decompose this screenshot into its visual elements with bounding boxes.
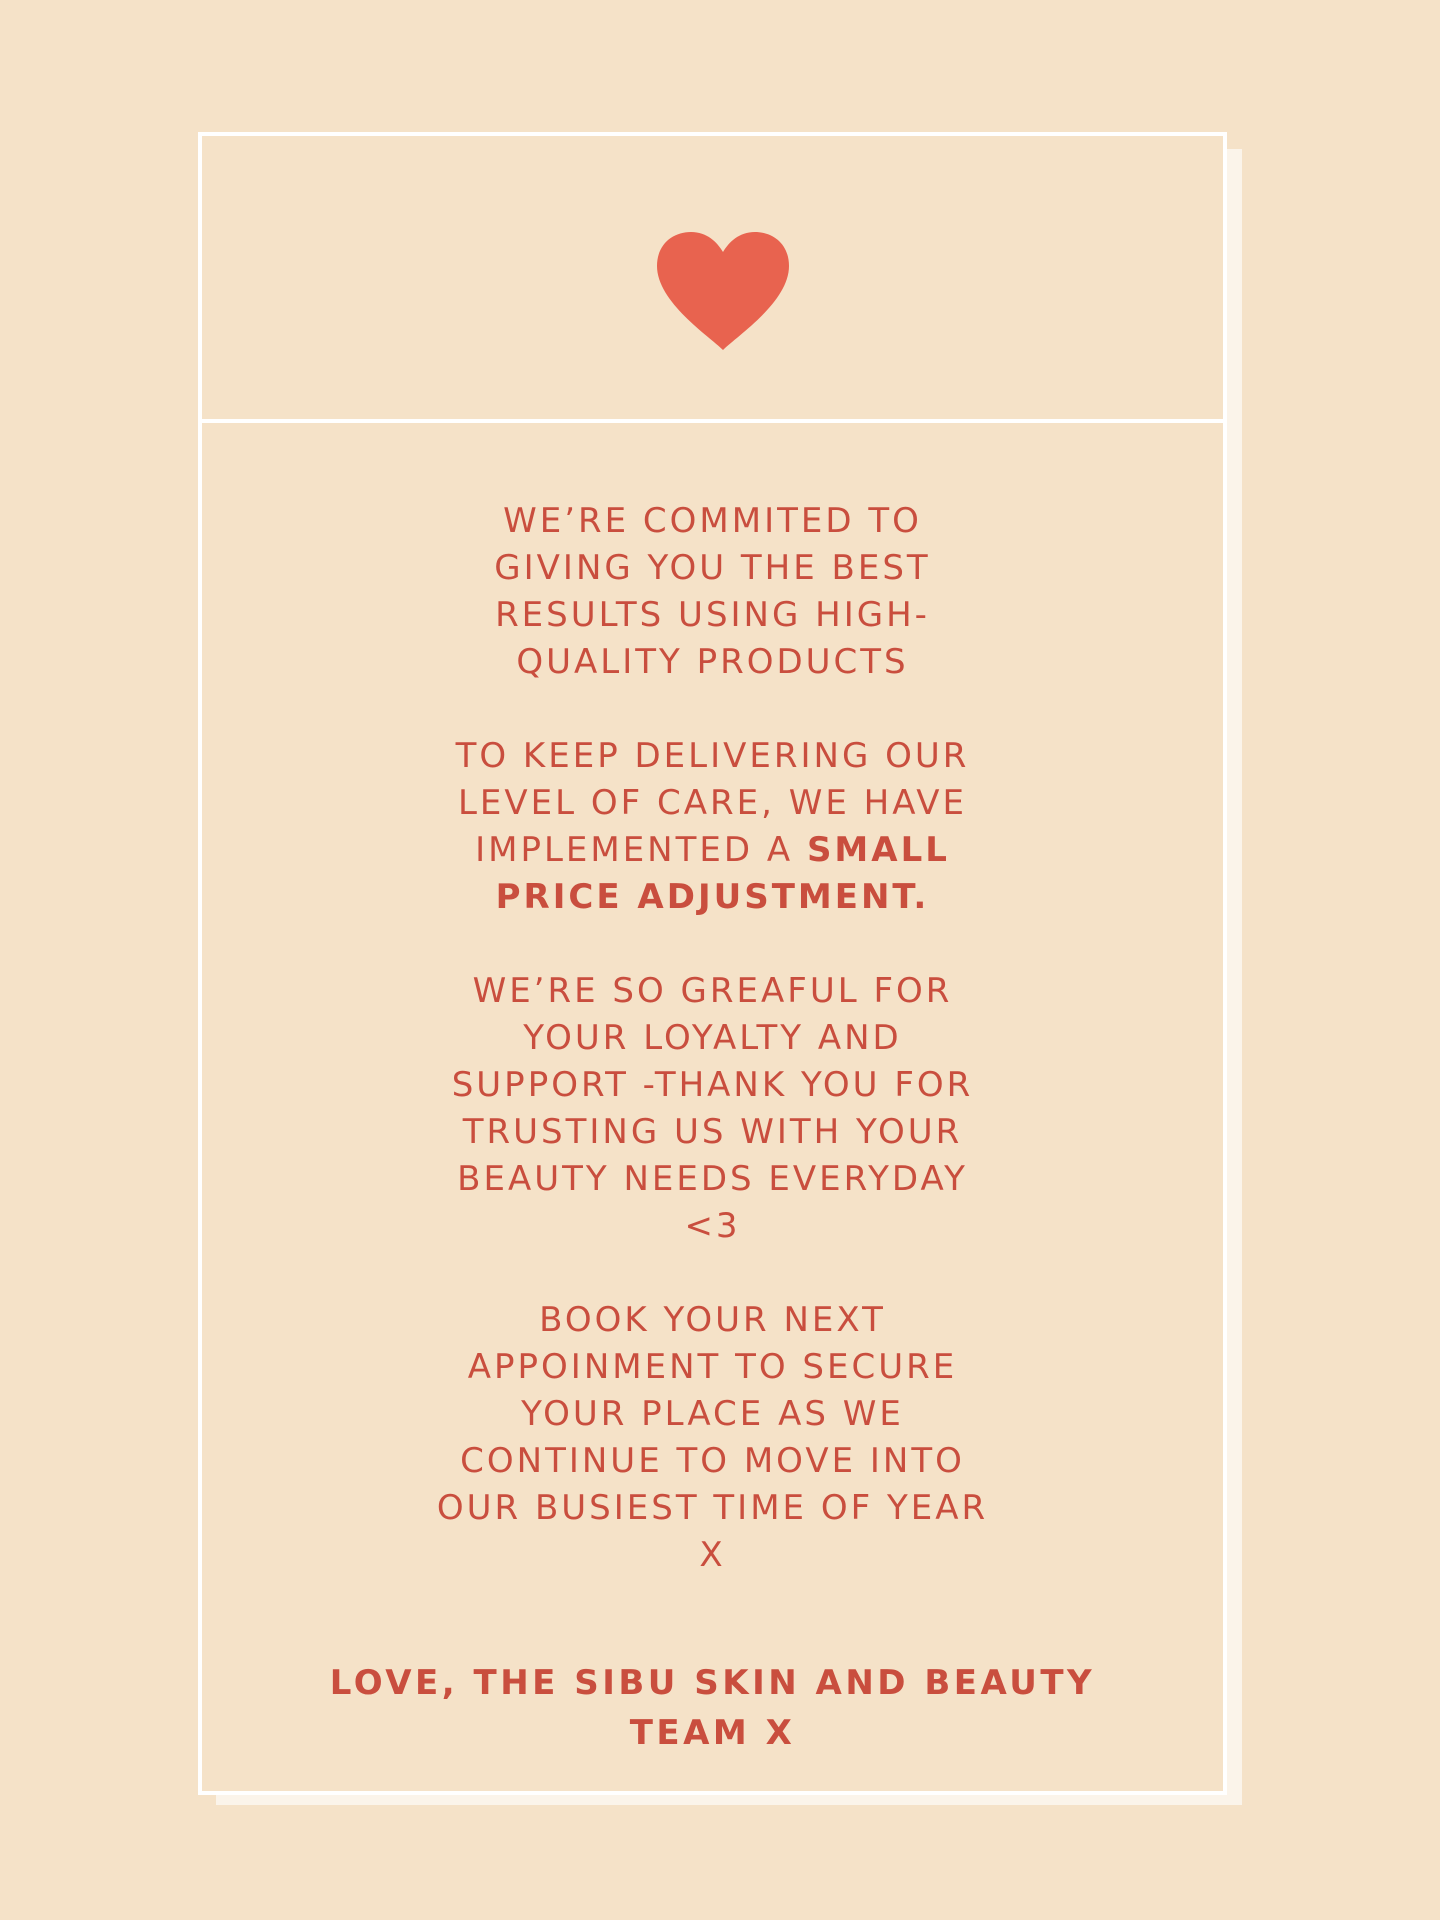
text-fragment: IMPLEMENTED A [475, 830, 807, 870]
paragraph-commitment [433, 498, 993, 686]
text-line: <3 [684, 1206, 741, 1246]
emphasis-price-adjustment: PRICE ADJUSTMENT. [495, 877, 930, 917]
text-line-mixed [433, 827, 993, 874]
signoff-line: TEAM X [629, 1713, 796, 1753]
paragraph-gratitude [433, 968, 993, 1250]
text-line: QUALITY PRODUCTS [516, 642, 909, 682]
card-header [202, 136, 1223, 423]
heart-icon [655, 230, 791, 352]
text-line: GIVING YOU THE BEST [494, 548, 931, 588]
paragraph-price-adjustment [433, 733, 993, 921]
announcement-card [198, 132, 1227, 1795]
text-line: SUPPORT -THANK YOU FOR [451, 1065, 974, 1105]
text-line: LEVEL OF CARE, WE HAVE [457, 783, 968, 823]
text-line: TO KEEP DELIVERING OUR [455, 736, 970, 776]
text-line: X [699, 1535, 726, 1575]
paragraph-booking [433, 1297, 993, 1579]
text-line: BOOK YOUR NEXT [539, 1300, 886, 1340]
signoff-line: LOVE, THE SIBU SKIN AND BEAUTY [329, 1663, 1096, 1703]
text-line: BEAUTY NEEDS EVERYDAY [457, 1159, 968, 1199]
text-line: OUR BUSIEST TIME OF YEAR [436, 1488, 989, 1528]
text-line: YOUR LOYALTY AND [523, 1018, 902, 1058]
message-body [202, 498, 1223, 1626]
text-line: WE’RE COMMITED TO [503, 501, 922, 541]
text-line: CONTINUE TO MOVE INTO [460, 1441, 965, 1481]
text-line-bold [433, 874, 993, 921]
emphasis-small: SMALL [806, 830, 950, 870]
text-line: WE’RE SO GREAFUL FOR [472, 971, 953, 1011]
text-line: APPOINMENT TO SECURE [467, 1347, 958, 1387]
text-line: RESULTS USING HIGH- [495, 595, 930, 635]
signoff [202, 1658, 1223, 1758]
text-line: YOUR PLACE AS WE [521, 1394, 904, 1434]
text-line: TRUSTING US WITH YOUR [462, 1112, 963, 1152]
